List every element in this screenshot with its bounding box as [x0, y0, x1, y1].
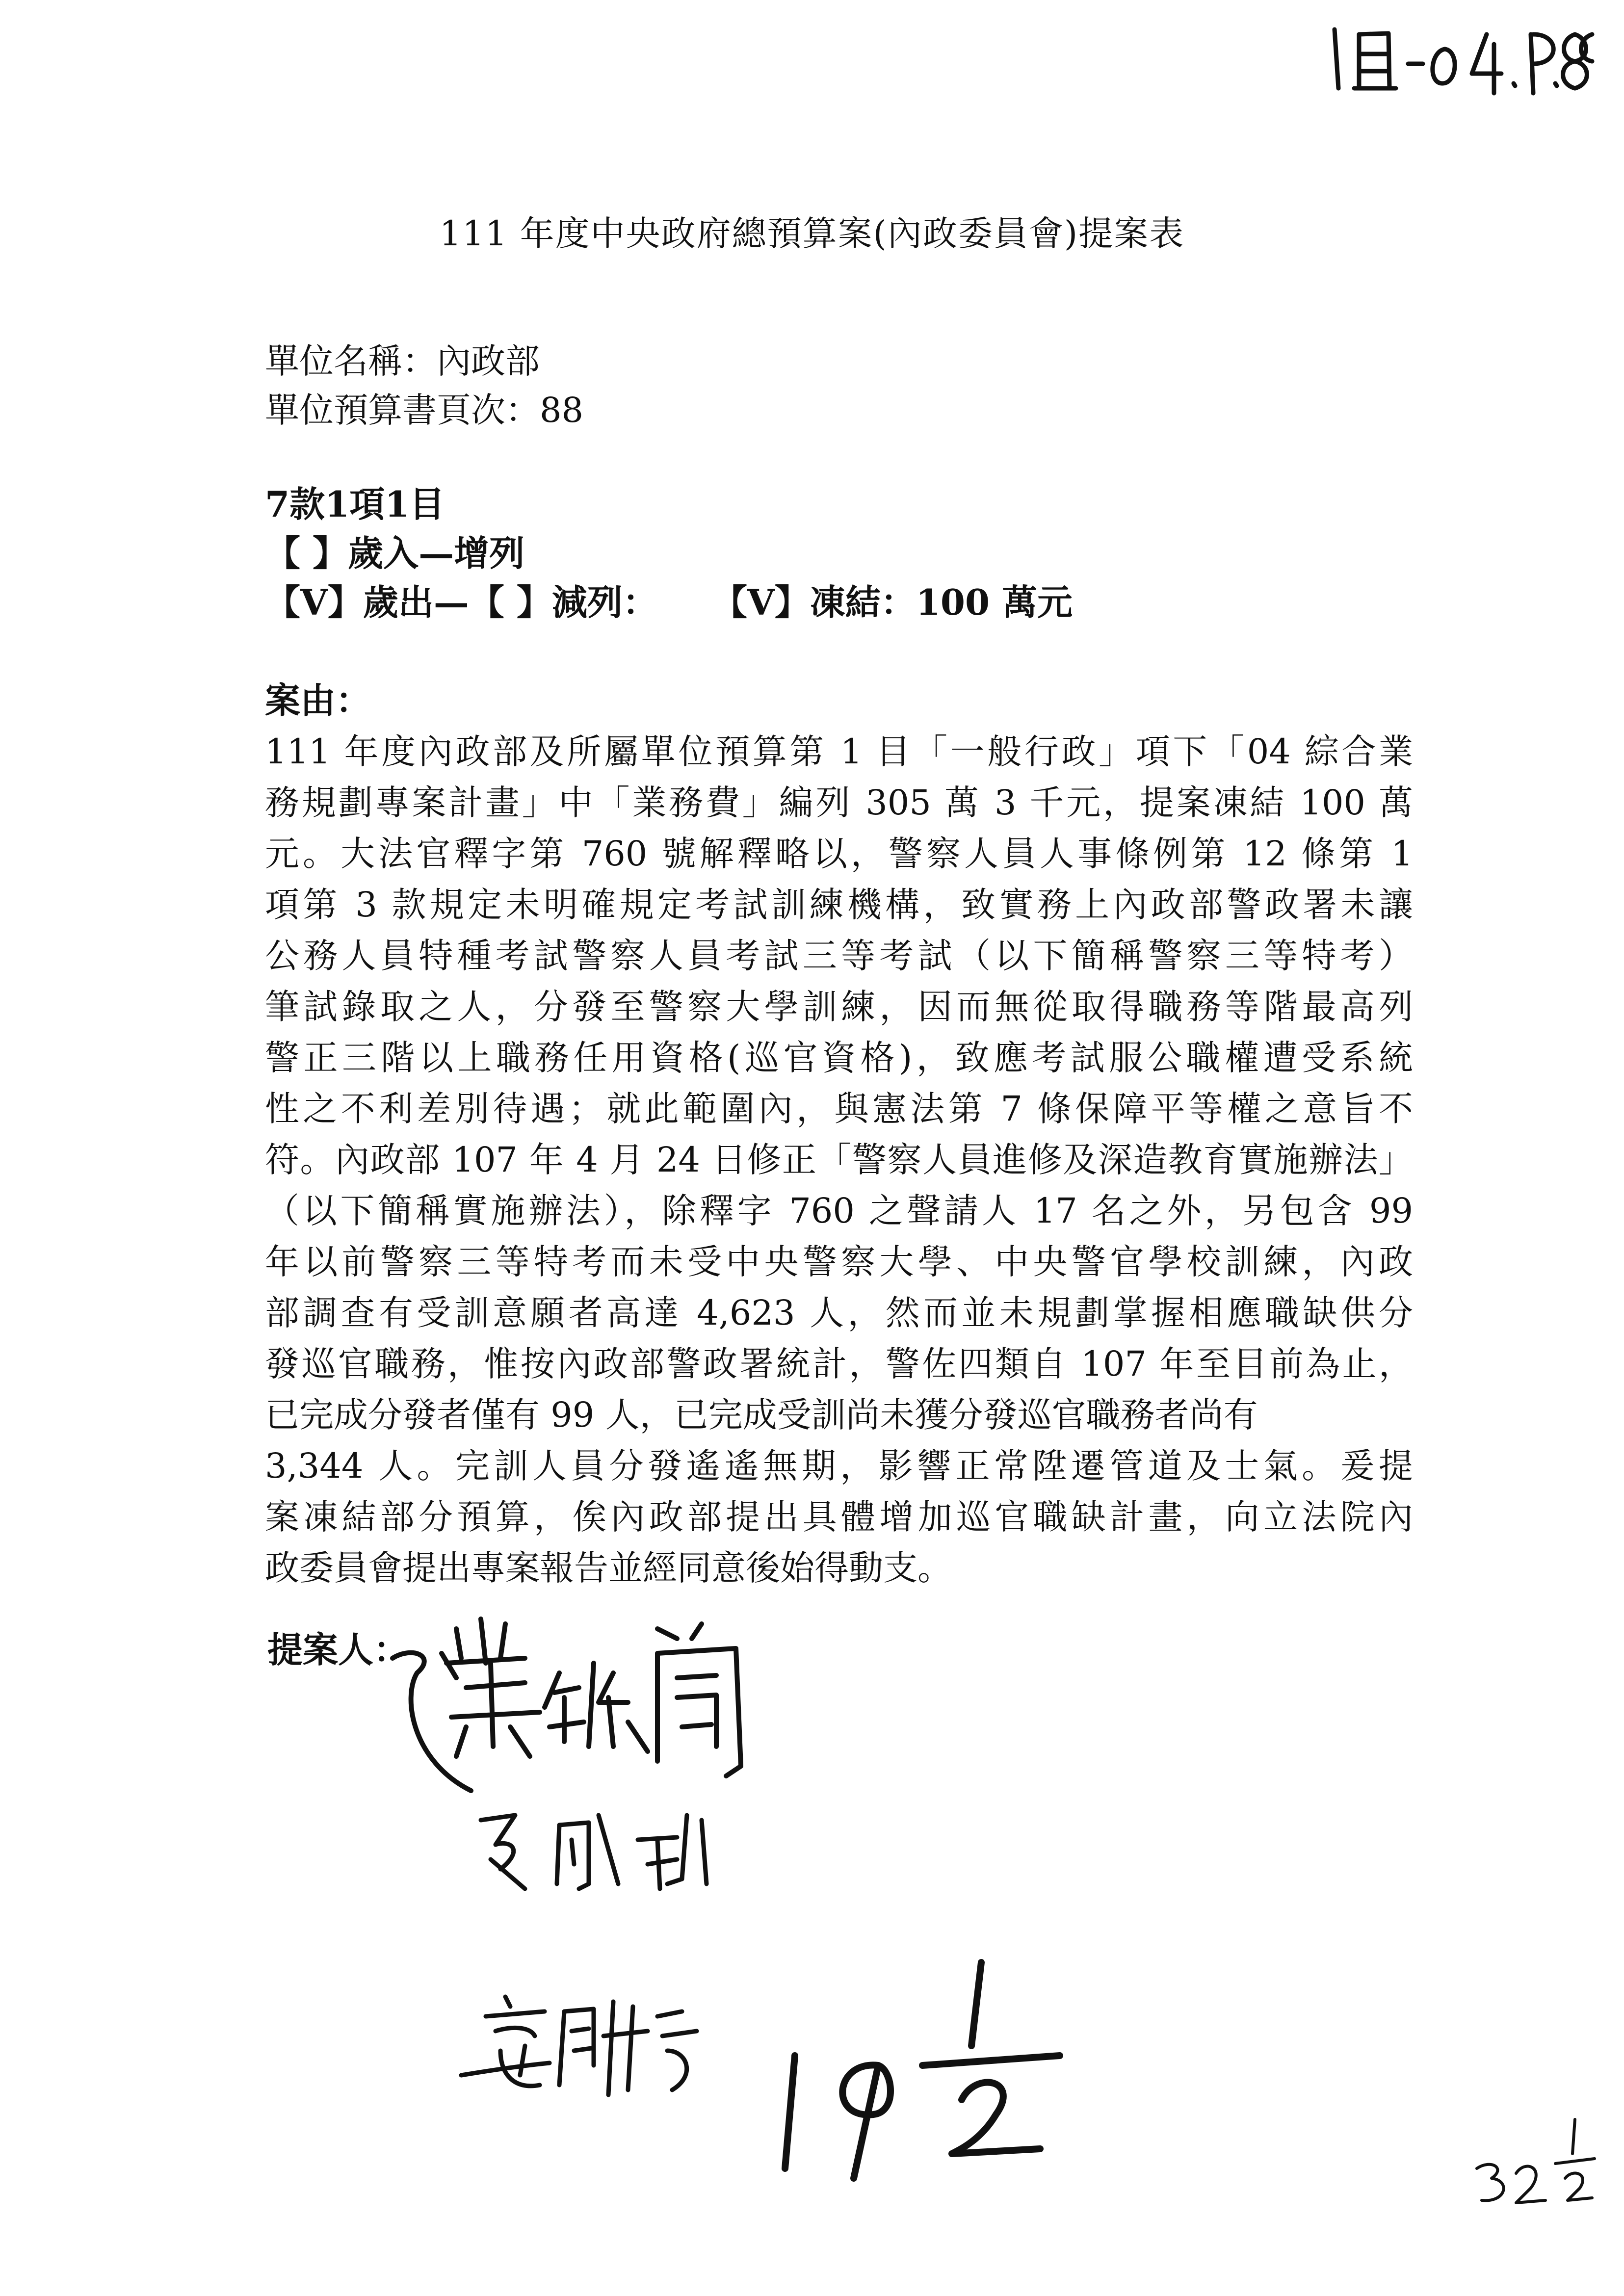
reason-line: 年以前警察三等特考而未受中央警察大學、中央警官學校訓練，內政 — [265, 1242, 1413, 1282]
reason-line: 符。內政部 107 年 4 月 24 日修正「警察人員進修及深造教育實施辦法」 — [265, 1140, 1413, 1180]
reason-line: （以下簡稱實施辦法），除釋字 760 之聲請人 17 名之外，另包含 99 — [265, 1191, 1413, 1231]
account-item: 7款1項1目 — [265, 483, 445, 525]
handwritten-number — [765, 1943, 1084, 2183]
budget-page-number: 單位預算書頁次：88 — [265, 390, 584, 430]
reason-line: 公務人員特種考試警察人員考試三等考試（以下簡稱警察三等特考） — [265, 936, 1413, 976]
reason-line: 政委員會提出專案報告並經同意後始得動支。 — [265, 1548, 952, 1588]
expense-freeze-label: 【V】凍結：100 萬元 — [711, 581, 1073, 623]
handwritten-small-number — [1467, 2110, 1604, 2218]
reason-line: 筆試錄取之人，分發至警察大學訓練，因而無從取得職務等階最高列 — [265, 987, 1413, 1027]
reason-line: 案凍結部分預算，俟內政部提出具體增加巡官職缺計畫，向立法院內 — [265, 1497, 1413, 1537]
handwritten-corner-note — [1325, 15, 1599, 98]
reason-line: 發巡官職務，惟按內政部警政署統計，警佐四類自 107 年至目前為止， — [265, 1344, 1413, 1384]
reason-line: 性之不利差別待遇；就此範圍內，與憲法第 7 條保障平等權之意旨不 — [265, 1089, 1413, 1129]
proposer-label: 提案人： — [267, 1629, 409, 1670]
reason-line: 元。大法官釋字第 760 號解釋略以，警察人員人事條例第 12 條第 1 — [265, 834, 1413, 874]
expense-line — [265, 574, 1073, 625]
revenue-line: 【 】歲入—增列 — [265, 532, 525, 574]
reason-line: 3,344 人。完訓人員分發遙遙無期，影響正常陞遷管道及士氣。爰提 — [265, 1446, 1413, 1486]
reason-line: 111 年度內政部及所屬單位預算第 1 目「一般行政」項下「04 綜合業 — [265, 731, 1413, 772]
reason-line: 警正三階以上職務任用資格(巡官資格)，致應考試服公職權遭受系統 — [265, 1038, 1413, 1078]
reason-line: 部調查有受訓意願者高達 4,623 人，然而並未規劃掌握相應職缺供分 — [265, 1293, 1413, 1333]
signature-2 — [471, 1786, 746, 1904]
signature-3 — [451, 1977, 726, 2110]
expense-reduce-label: 【V】歲出—【 】減列： — [265, 581, 658, 623]
reason-label: 案由： — [265, 679, 371, 721]
reason-line: 已完成分發者僅有 99 人，已完成受訓尚未獲分發巡官職務者尚有 — [265, 1395, 1258, 1435]
reason-line: 項第 3 款規定未明確規定考試訓練機構，致實務上內政部警政署未讓 — [265, 885, 1413, 925]
reason-paragraph — [265, 726, 1413, 1593]
unit-name: 單位名稱：內政部 — [265, 341, 540, 381]
form-title: 111 年度中央政府總預算案(內政委員會)提案表 — [439, 213, 1185, 254]
reason-line: 務規劃專案計畫」中「業務費」編列 305 萬 3 千元，提案凍結 100 萬 — [265, 783, 1413, 823]
